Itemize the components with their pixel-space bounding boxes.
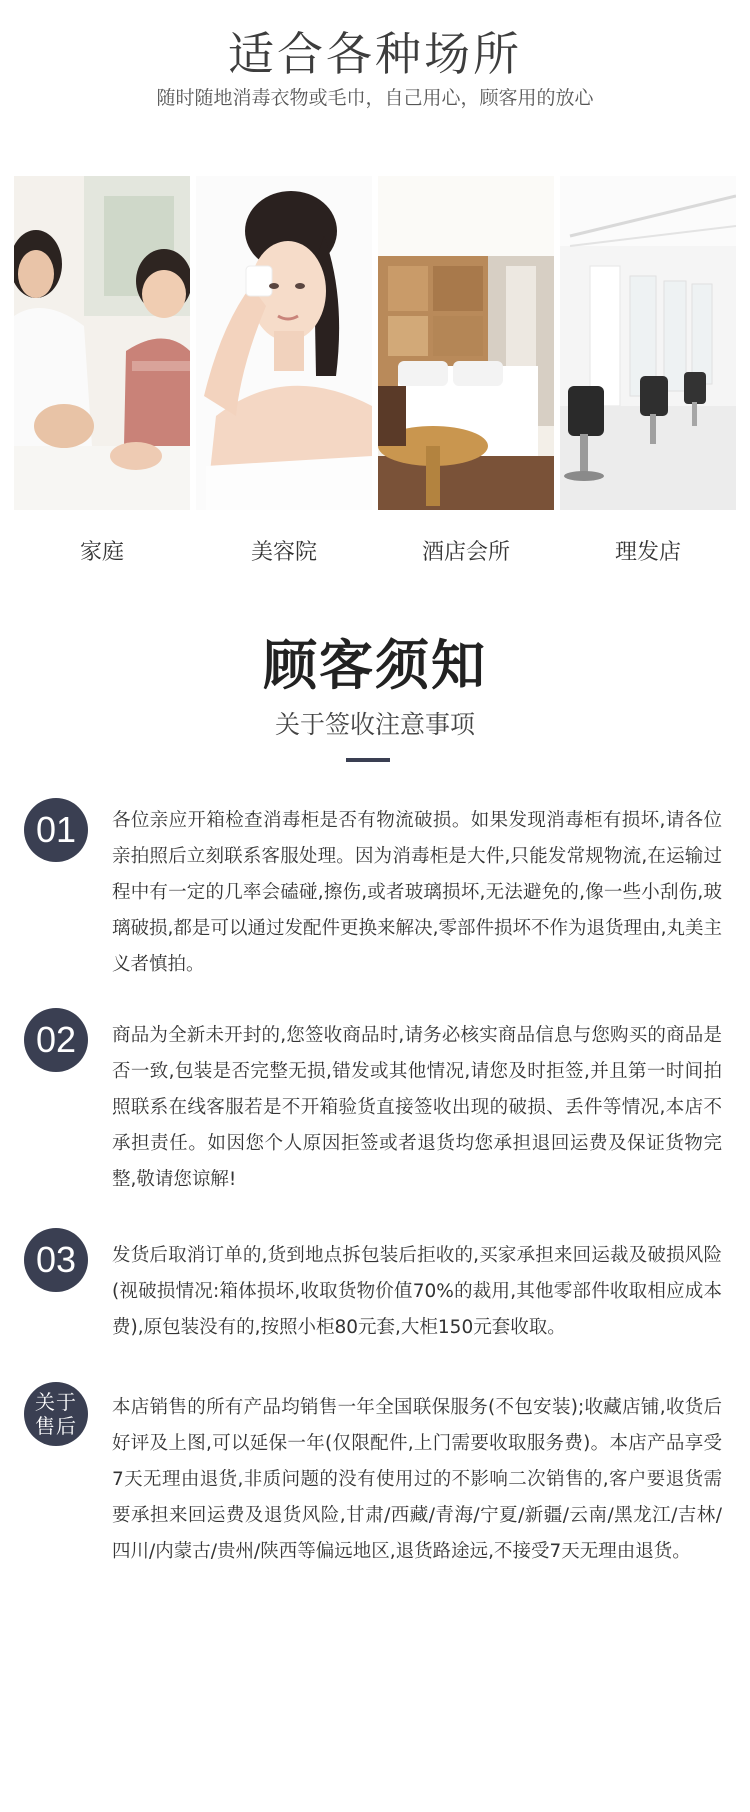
notice-item-2-badge: 02 [24, 1008, 88, 1072]
venue-photos [14, 176, 736, 510]
beauty-salon-photo-image [196, 176, 372, 510]
notice-item-2-text: 商品为全新未开封的,您签收商品时,请务必核实商品信息与您购买的商品是否一致,包装是否完整无损,错发或其他情况,请您及时拒签,并且第一时间拍照联系在线客服若是不开箱验货直接签收出现的破损、丢件等情况,本店不承担责任。如因您个人原因拒签或者退货均您承担退回运费及保证货物完整,敬请您谅解! [112, 1025, 722, 1190]
notice-item-1-badge: 01 [24, 798, 88, 862]
venues-title: 适合各种场所 [228, 27, 522, 81]
notice-title: 顾客须知 [263, 634, 487, 697]
notice-item-3-text: 发货后取消订单的,货到地点拆包装后拒收的,买家承担来回运裁及破损风险(视破损情况:箱体损坏,收取货物价值70%的裁用,其他零部件收取相应成本费),原包装没有的,按照小柜80元套,大柜150元套收取。 [112, 1245, 722, 1338]
notice-subtitle: 关于签收注意事项 [274, 710, 475, 739]
beauty-salon-photo [196, 176, 372, 510]
after-sales-badge-line1: 关于 [35, 1390, 77, 1414]
home-photo-image [14, 176, 190, 510]
venue-label-home: 家庭 [79, 540, 124, 565]
hotel-photo-image [378, 176, 554, 510]
venues-subtitle: 随时随地消毒衣物或毛巾，自己用心，顾客用的放心 [156, 87, 594, 109]
notice-item-1-text: 各位亲应开箱检查消毒柜是否有物流破损。如果发现消毒柜有损坏,请各位亲拍照后立刻联系客服处理。因为消毒柜是大件,只能发常规物流,在运输过程中有一定的几率会磕碰,擦伤,或者玻璃损坏,无法避免的,像一些小刮伤,玻璃破损,都是可以通过发配件更换来解决,零部件损坏不作为退货理由,丸美主义者慎拍。 [112, 810, 722, 975]
venue-label-hotel: 酒店会所 [421, 540, 510, 565]
hotel-photo [378, 176, 554, 510]
after-sales-text: 本店销售的所有产品均销售一年全国联保服务(不包安装);收藏店铺,收货后好评及上图,可以延保一年(仅限配件,上门需要收取服务费)。本店产品享受7天无理由退货,非质问题的没有使用过的不影响二次销售的,客户要退货需要承担来回运费及退货风险,甘肃/西藏/青海/宁夏/新疆/云南/黑龙江/吉林/四川/内蒙古/贵州/陕西等偏远地区,退货路途远,不接受7天无理由退货。 [112, 1397, 722, 1562]
notice-item-3-badge: 03 [24, 1228, 88, 1292]
venue-label-barber-shop: 理发店 [614, 540, 681, 565]
notice-divider [346, 758, 390, 762]
after-sales-badge [24, 1382, 88, 1446]
home-photo [14, 176, 190, 510]
barber-shop-photo-image [560, 176, 736, 510]
venue-label-beauty-salon: 美容院 [250, 540, 317, 565]
after-sales-badge-line2: 售后 [35, 1414, 77, 1438]
barber-shop-photo [560, 176, 736, 510]
